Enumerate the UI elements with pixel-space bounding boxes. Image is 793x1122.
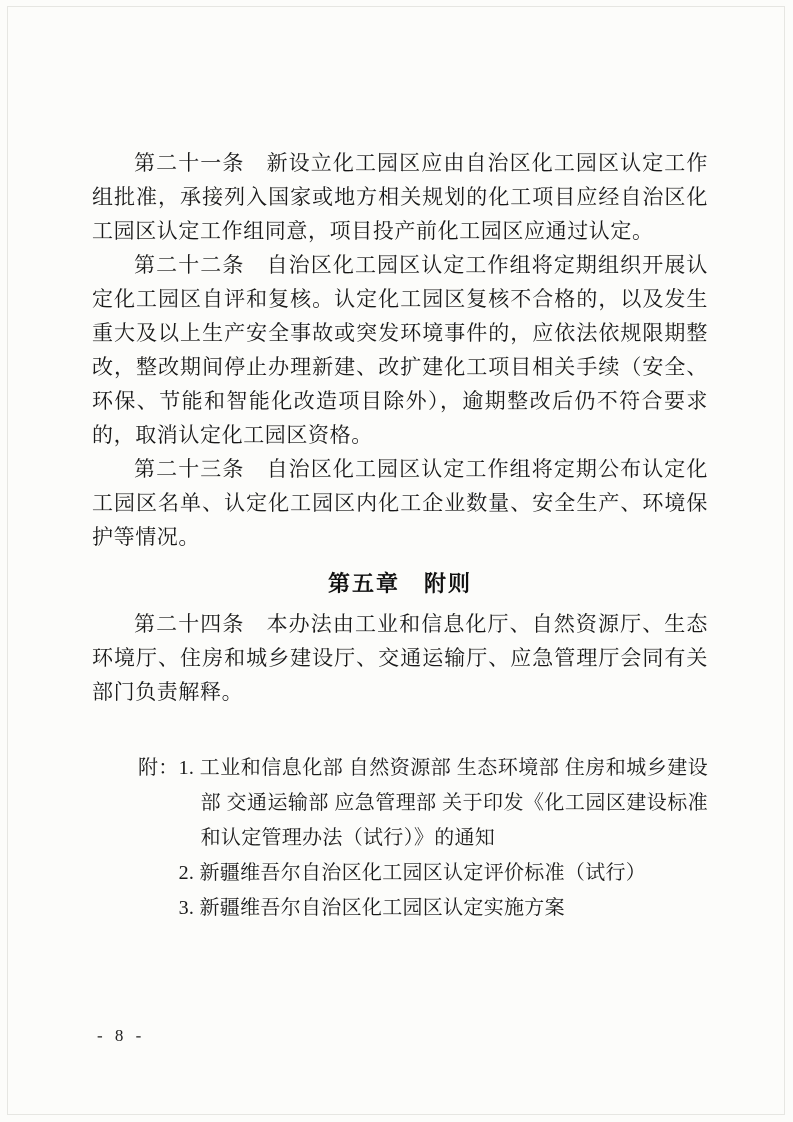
article-24-paragraph: 第二十四条 本办法由工业和信息化厅、自然资源厅、生态环境厅、住房和城乡建设厅、交通运输厅、应急管理厅会同有关部门负责解释。 bbox=[92, 612, 708, 704]
attachments-label: 附： bbox=[138, 757, 179, 779]
article-23-paragraph: 第二十三条 自治区化工园区认定工作组将定期公布认定化工园区名单、认定化工园区内化工企业数量、安全生产、环境保护等情况。 bbox=[92, 457, 708, 549]
chapter-heading: 第五章 附则 bbox=[327, 571, 472, 596]
attachment-item-1: 1. 工业和信息化部 自然资源部 生态环境部 住房和城乡建设部 交通运输部 应急管理部 关于印发《化工园区建设标准和认定管理办法（试行）》的通知 bbox=[178, 757, 708, 849]
attachment-item-3: 3. 新疆维吾尔自治区化工园区认定实施方案 bbox=[178, 897, 565, 919]
article-22-paragraph: 第二十二条 自治区化工园区认定工作组将定期组织开展认定化工园区自评和复核。认定化工园区复核不合格的，以及发生重大及以上生产安全事故或突发环境事件的，应依法依规限期整改，整改期间停止办理新建、改扩建化工项目相关手续（安全、环保、节能和智能化改造项目除外），逾期整改后仍不符合要求的，取消认定化工园区资格。 bbox=[92, 253, 708, 447]
attachment-item-2: 2. 新疆维吾尔自治区化工园区认定评价标准（试行） bbox=[178, 862, 647, 884]
attachments-section bbox=[92, 751, 708, 926]
document-body bbox=[92, 146, 708, 926]
page-number: - 8 - bbox=[97, 1026, 146, 1045]
attachments-list bbox=[179, 751, 708, 926]
article-21-paragraph: 第二十一条 新设立化工园区应由自治区化工园区认定工作组批准，承接列入国家或地方相关规划的化工项目应经自治区化工园区认定工作组同意，项目投产前化工园区应通过认定。 bbox=[92, 151, 708, 243]
